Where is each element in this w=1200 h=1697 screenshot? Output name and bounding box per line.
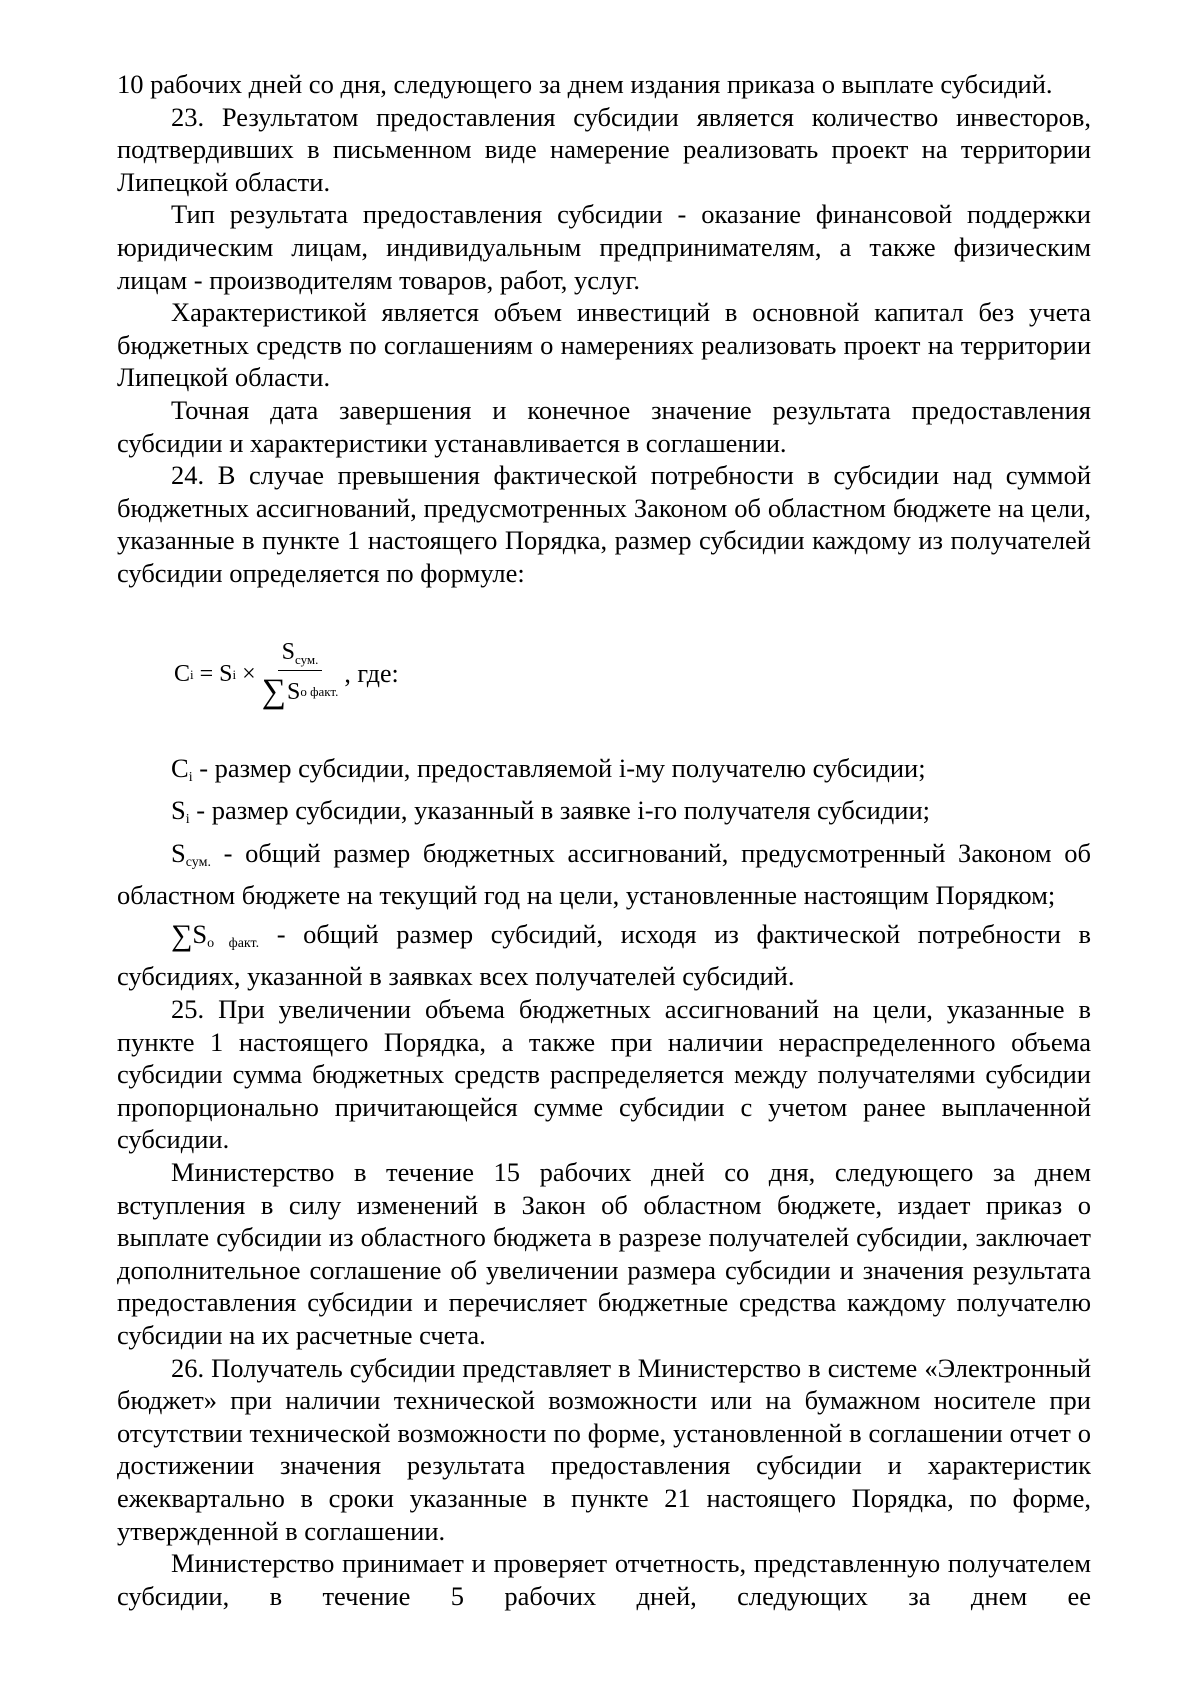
- definition-si-subscript: i: [185, 812, 190, 828]
- formula-eq: = S: [193, 661, 233, 687]
- numerator-symbol: S: [281, 638, 295, 665]
- formula-numerator: [278, 640, 323, 671]
- definition-ci-subscript: i: [188, 769, 193, 785]
- definition-ssum-subscript: сум.: [185, 854, 211, 870]
- definition-ci-text: - размер субсидии, предоставляемой i-му получателю субсидии;: [192, 752, 926, 783]
- definition-ssum-symbol: S: [171, 837, 186, 868]
- formula-tail: , где:: [344, 659, 399, 688]
- definition-si: [117, 794, 1091, 837]
- definition-si-symbol: S: [171, 795, 186, 826]
- numerator-subscript: сум.: [295, 651, 319, 667]
- formula-denominator: [262, 671, 339, 709]
- paragraph-26: 26. Получатель субсидии представляет в Министерство в системе «Электронный бюджет» при наличии технической возможности или на бумажном носителе при отсутствии технической возможности по форме, установленной в соглашении отчет о достижении значения результата предоставления субсидии и характеристик ежеквартально в сроки указанные в пункте 21 настоящего Порядка, по форме, утвержденной в соглашении.: [117, 1352, 1091, 1546]
- formula-s-subscript: i: [232, 666, 237, 682]
- paragraph-25: 25. При увеличении объема бюджетных ассигнований на цели, указанные в пункте 1 настоящего Порядка, а также при наличии нераспределенного объема субсидии сумма бюджетных средств распределяется между получателями субсидии пропорционально причитающейся сумме субсидии с учетом ранее выплаченной субсидии.: [117, 994, 1091, 1155]
- definition-ssum: [117, 837, 1091, 912]
- paragraph-completion-date: Точная дата завершения и конечное значение результата предоставления субсидии и характеристики устанавливается в соглашении.: [117, 394, 1091, 458]
- paragraph-ministry-check: Министерство принимает и проверяет отчетность, представленную получателем субсидии, в течение 5 рабочих дней, следующих за днем ее: [117, 1548, 1091, 1611]
- definition-sigma-symbol: ∑: [171, 918, 193, 952]
- definition-si-text: - размер субсидии, указанный в заявке i-го получателя субсидии;: [189, 795, 930, 826]
- subsidy-formula: [117, 590, 1091, 752]
- document-page: [117, 68, 1091, 1612]
- formula-lhs: C: [174, 661, 191, 687]
- formula-fraction: [262, 640, 339, 709]
- definition-sfact-subscript: о факт.: [207, 935, 260, 951]
- definition-sfact-symbol: S: [192, 918, 208, 949]
- definition-sfact-text: - общий размер субсидий, исходя из фактической потребности в субсидиях, указанной в заявках всех получателей субсидий.: [117, 918, 1092, 992]
- paragraph-continuation: 10 рабочих дней со дня, следующего за днем издания приказа о выплате субсидий.: [117, 69, 1053, 99]
- sigma-symbol: ∑: [261, 672, 286, 710]
- formula-lhs-subscript: i: [190, 666, 194, 682]
- definition-ci: [117, 752, 1091, 795]
- definition-sum-sfact: [117, 918, 1091, 993]
- definition-ssum-text: - общий размер бюджетных ассигнований, предусмотренный Законом об областном бюджете на текущий год на цели, установленные настоящим Порядком;: [117, 837, 1091, 911]
- paragraph-result-type: Тип результата предоставления субсидии - оказание финансовой поддержки юридическим лицам, индивидуальным предпринимателям, а также физическим лицам - производителям товаров, работ, услуг.: [117, 199, 1091, 295]
- denominator-symbol: S: [286, 678, 301, 705]
- denominator-subscript: о факт.: [300, 684, 339, 699]
- paragraph-characteristic: Характеристикой является объем инвестиций в основной капитал без учета бюджетных средств по соглашениям о намерениях реализовать проект на территории Липецкой области.: [117, 297, 1091, 393]
- definition-ci-symbol: C: [171, 752, 189, 783]
- paragraph-24: 24. В случае превышения фактической потребности в субсидии над суммой бюджетных ассигнований, предусмотренных Законом об областном бюджете на цели, указанные в пункте 1 настоящего Порядка, размер субсидии каждому из получателей субсидии определяется по формуле:: [117, 460, 1091, 588]
- paragraph-ministry-15-days: Министерство в течение 15 рабочих дней со дня, следующего за днем вступления в силу изменений в Закон об областном бюджете, издает приказ о выплате субсидии из областного бюджета в разрезе получателей субсидии, заключает дополнительное соглашение об увеличении размера субсидии и значения результата предоставления субсидии и перечисляет бюджетные средства каждому получателю субсидии на их расчетные счета.: [117, 1157, 1091, 1350]
- paragraph-23: 23. Результатом предоставления субсидии является количество инвесторов, подтвердивших в письменном виде намерение реализовать проект на территории Липецкой области.: [117, 101, 1091, 197]
- formula-times: ×: [236, 661, 256, 687]
